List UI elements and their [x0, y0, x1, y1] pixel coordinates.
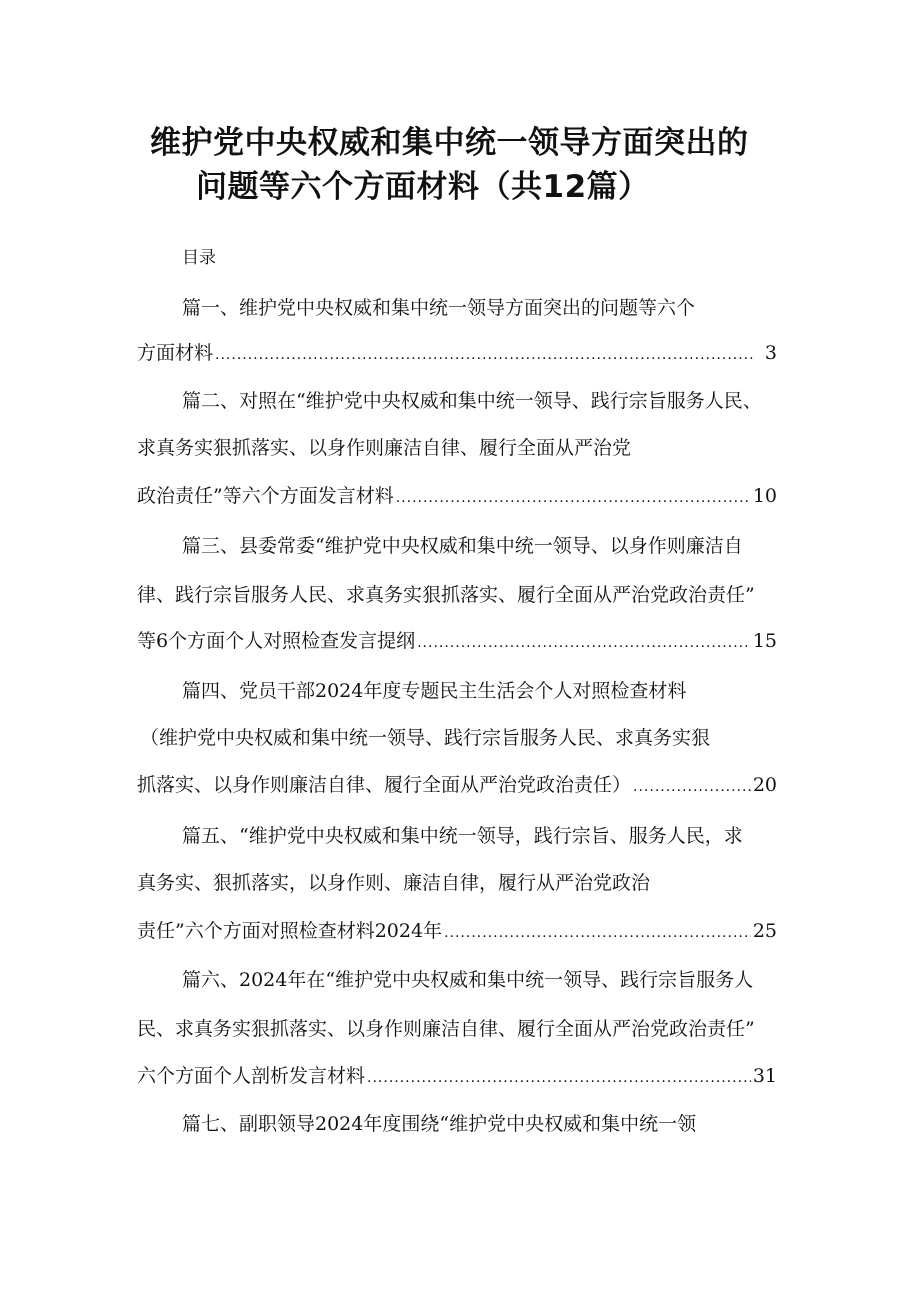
- document-title-line-2: 问题等六个方面材料（共12篇）: [196, 169, 650, 205]
- dot-leader: [367, 1064, 751, 1092]
- toc-entry-2-line-1: 篇二、对照在“维护党中央权威和集中统一领导、践行宗旨服务人民、: [182, 390, 762, 412]
- toc-entry-2-line-2: 求真务实狠抓落实、以身作则廉洁自律、履行全面从严治党: [137, 437, 632, 459]
- toc-entry-1-last-line: 方面材料: [137, 342, 214, 364]
- document-title-line-1: 维护党中央权威和集中统一领导方面突出的: [150, 125, 749, 161]
- toc-entry-6-leader[interactable]: [137, 1062, 777, 1092]
- toc-entry-6-page-number: 31: [752, 1065, 777, 1087]
- toc-entry-4-line-2: （维护党中央权威和集中统一领导、践行宗旨服务人民、求真务实狠: [140, 727, 711, 749]
- toc-entry-2-page-number: 10: [752, 485, 777, 507]
- toc-entry-6-line-1: 篇六、2024年在“维护党中央权威和集中统一领导、践行宗旨服务人: [182, 969, 754, 991]
- toc-entry-1-leader[interactable]: [137, 339, 777, 369]
- toc-entry-5-last-line: 责任”六个方面对照检查材料2024年: [137, 920, 443, 942]
- dot-leader: [396, 484, 751, 512]
- toc-entry-3-leader[interactable]: [137, 627, 777, 657]
- toc-entry-2-last-line: 政治责任”等六个方面发言材料: [137, 485, 394, 507]
- toc-entry-4-leader[interactable]: [137, 771, 777, 801]
- toc-entry-2-leader[interactable]: [137, 482, 777, 512]
- toc-entry-1-line-1: 篇一、维护党中央权威和集中统一领导方面突出的问题等六个: [182, 297, 696, 319]
- toc-entry-5-leader[interactable]: [137, 917, 777, 947]
- toc-entry-7-line-1: 篇七、副职领导2024年度围绕“维护党中央权威和集中统一领: [182, 1113, 697, 1135]
- dot-leader: [633, 773, 751, 801]
- toc-entry-4-last-line: 抓落实、以身作则廉洁自律、履行全面从严治党政治责任）: [137, 774, 632, 796]
- dot-leader: [444, 919, 751, 947]
- toc-heading: 目录: [182, 248, 216, 268]
- dot-leader: [417, 629, 751, 657]
- dot-leader: [215, 341, 755, 369]
- toc-entry-5-page-number: 25: [752, 920, 777, 942]
- toc-entry-1-page-number: 3: [764, 342, 777, 364]
- toc-entry-3-last-line: 等6个方面个人对照检查发言提纲: [137, 630, 416, 652]
- toc-entry-5-line-2: 真务实、狠抓落实，以身作则、廉洁自律，履行从严治党政治: [137, 872, 651, 894]
- toc-entry-6-last-line: 六个方面个人剖析发言材料: [137, 1065, 366, 1087]
- toc-entry-4-page-number: 20: [752, 774, 777, 796]
- toc-entry-5-line-1: 篇五、“维护党中央权威和集中统一领导，践行宗旨、服务人民，求: [182, 825, 743, 847]
- toc-entry-3-line-2: 律、践行宗旨服务人民、求真务实狠抓落实、履行全面从严治党政治责任”: [137, 584, 755, 606]
- toc-entry-4-line-1: 篇四、党员干部2024年度专题民主生活会个人对照检查材料: [182, 680, 687, 702]
- toc-entry-6-line-2: 民、求真务实狠抓落实、以身作则廉洁自律、履行全面从严治党政治责任”: [137, 1018, 755, 1040]
- toc-entry-3-line-1: 篇三、县委常委“维护党中央权威和集中统一领导、以身作则廉洁自: [182, 535, 743, 557]
- toc-entry-3-page-number: 15: [752, 630, 777, 652]
